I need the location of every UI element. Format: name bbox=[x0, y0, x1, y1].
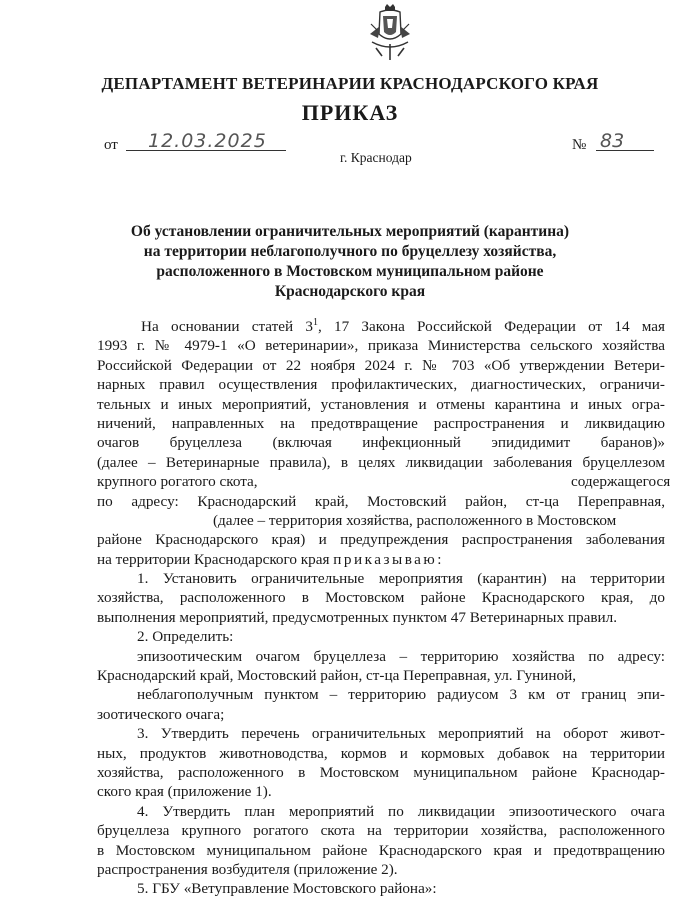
body-line: Краснодарский край, Мостовский район, ст-ца Переправная, ул. Гуниной, bbox=[97, 667, 577, 685]
title-line: расположенного в Мостовском муниципальном районе bbox=[156, 263, 544, 280]
body-line: крупного рогатого скота, содержащегося bbox=[97, 473, 671, 491]
body-line: на территории Краснодарского края приказываю: bbox=[97, 550, 444, 568]
title-line: на территории неблагополучного по бруцеллезу хозяйства, bbox=[143, 243, 557, 260]
date-label: от bbox=[104, 137, 118, 153]
number-label: № bbox=[572, 137, 587, 153]
body-line: 5. ГБУ «Ветуправление Мостовского района»: bbox=[137, 880, 437, 898]
body-line: (далее – территория хозяйства, расположенного в Мостовском bbox=[213, 511, 617, 529]
body-line: хозяйства, расположенного в Мостовском районе Краснодарского края, до bbox=[97, 589, 665, 607]
body-line: (далее – Ветеринарные правила), в целях ликвидации заболевания бруцеллезом bbox=[97, 453, 665, 471]
body-line: бруцеллеза крупного рогатого скота на территории хозяйства, расположенного bbox=[97, 822, 665, 840]
body-line: 2. Определить: bbox=[137, 628, 234, 646]
body-line: нарных правил осуществления профилактических, диагностических, ограничи- bbox=[97, 376, 665, 394]
handwritten-number: 83 bbox=[600, 130, 625, 152]
body-line: На основании статей $3^1$, 17 Закона Российской Федерации от 14 мая bbox=[141, 316, 665, 335]
body-line: выполнения мероприятий, предусмотренных пунктом 47 Ветеринарных правил. bbox=[97, 608, 618, 626]
body-line: 1. Установить ограничительные мероприятия (карантин) на территории bbox=[137, 570, 665, 588]
body-line: ничений, направленных на предотвращение распространения и ликвидацию bbox=[97, 414, 665, 432]
body-line: неблагополучным пунктом – территорию радиусом 3 км от границ эпи- bbox=[137, 686, 665, 704]
body-line: ных, продуктов животноводства, кормов и кормовых добавок на территории bbox=[97, 744, 665, 762]
body-line: ского края (приложение 1). bbox=[97, 783, 272, 801]
body-line: районе Краснодарского края) и предупреждения распространения заболевания bbox=[97, 531, 665, 549]
body-line: 3. Утвердить перечень ограничительных мероприятий на оборот живот- bbox=[137, 725, 665, 743]
title-line: Краснодарского края bbox=[274, 283, 426, 300]
body-line: тельных и иных мероприятий, установления и отмены карантина и иных огра- bbox=[97, 395, 665, 413]
body-line: Российской Федерации от 22 ноября 2024 г. № 703 «Об утверждении Ветери- bbox=[97, 356, 665, 374]
city-name: г. Краснодар bbox=[340, 150, 412, 165]
coat-of-arms-emblem bbox=[368, 4, 412, 62]
order-title bbox=[80, 222, 620, 302]
body-line: эпизоотическим очагом бруцеллеза – территорию хозяйства по адресу: bbox=[137, 647, 665, 665]
body-line: по адресу: Краснодарский край, Мостовский район, ст-ца Переправная, bbox=[97, 492, 665, 510]
handwritten-date: 12.03.2025 bbox=[148, 130, 267, 152]
body-line: распространения возбудителя (приложение 2). bbox=[97, 860, 398, 878]
body-line: в Мостовском муниципальном районе Краснодарского края и предотвращению bbox=[97, 841, 665, 859]
body-line: 4. Утвердить план мероприятий по ликвидации эпизоотического очага bbox=[137, 802, 665, 820]
document-type: ПРИКАЗ bbox=[301, 100, 399, 125]
body-line: хозяйства, расположенного в Мостовском муниципальном районе Краснодар- bbox=[97, 763, 665, 781]
body-line: 1993 г. № 4979-1 «О ветеринарии», приказа Министерства сельского хозяйства bbox=[97, 337, 665, 355]
body-line: очагов бруцеллеза (включая инфекционный эпидидимит баранов)» bbox=[97, 434, 665, 452]
department-name: ДЕПАРТАМЕНТ ВЕТЕРИНАРИИ КРАСНОДАРСКОГО КРАЯ bbox=[101, 74, 599, 93]
title-line: Об установлении ограничительных мероприятий (карантина) bbox=[130, 223, 570, 240]
body-line: зоотического очага; bbox=[97, 705, 225, 723]
order-body bbox=[97, 316, 671, 899]
